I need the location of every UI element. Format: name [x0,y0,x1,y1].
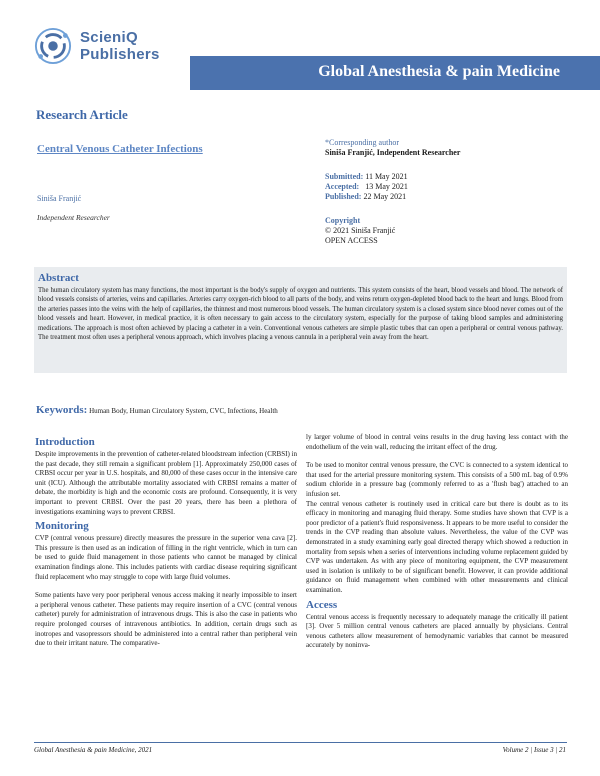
article-type: Research Article [36,107,128,122]
monitoring-heading: Monitoring [35,520,89,533]
journal-banner [190,56,600,90]
publisher-name-line2: Publishers [80,46,160,63]
keywords-heading: Keywords: [36,404,88,416]
access-heading: Access [306,598,338,611]
continued-paragraph: ly larger volume of blood in central veins results in the drug having less contact with the endothelium of the vein wall, reducing the irritant effect of the drug. [306,433,568,451]
published-value: 22 May 2021 [363,192,407,201]
monitoring-paragraph-2: Some patients have very poor peripheral venous access making it nearly impossible to insert a peripheral venous catheter. These patients may require insertion of a CVC (central venous catheter) purely for administration of intravenous drugs. This is also the case in patients who require prolonged courses of intravenous antibiotics. In addition, certain drugs such as inotropes and vasopressors should be administered into a central rather than peripheral vein due to their irritant nature. The comparative- [35,591,297,648]
author-name: Siniša Franjić [37,194,82,203]
cvp-system-paragraph: To be used to monitor central venous pressure, the CVC is connected to a system identical to that used for the arterial pressure monitoring system. This consists of a 500 mL bag of 0.9% sodium chloride in a pressure bag (commonly referred to as a 'flush bag') attached to an infusion set. [306,461,568,498]
keywords-text: Human Body, Human Circulatory System, CVC, Infections, Health [89,407,278,415]
right-column [306,433,568,651]
accepted-label: Accepted: [325,182,360,191]
access-text: Central venous access is frequently necessary to adequately manage the critically ill patient [3]. Over 5 million central venous catheters are placed annually by physicians. Central venous catheters allow measurement of hemodynamic variables that cannot be measured accurately by noninva- [306,612,568,650]
copyright-label: Copyright [325,216,361,225]
left-column [35,436,297,649]
published-label: Published: [325,192,362,201]
author-affiliation: Independent Researcher [37,213,110,222]
accepted-value: 13 May 2021 [365,182,408,191]
corresponding-author-name: Siniša Franjić, Independent Researcher [325,148,461,157]
publisher-name-line1: ScieniQ [80,29,138,46]
introduction-text: Despite improvements in the prevention of catheter-related bloodstream infection (CRBSI) in the past decade, they still remain a significant problem [1]. Approximately 250,000 cases of CRBSI occur per year in U.S. hospitals, and 80,000 of these cases occur in the intensive care unit (ICU). Although the attributable mortality associated with CRBSI remains a matter of debate, the morbidity is high and the economic costs are profound. Consequently, it is very important to prevent CRBSI. Over the past 20 years, there has been a plethora of investigations examining ways to prevent CRBSI. [35,450,297,516]
article-info-panel [325,138,460,246]
abstract-text: The human circulatory system has many functions, the most important is the body's supply of oxygen and nutrients. This system consists of the heart, blood vessels and blood. The network of blood vessels consists of arteries, veins and capillaries. Arteries carry oxygen-rich blood to all parts of the body, and veins return oxygen-depleted blood back to the heart and lungs. Blood from the arteries passes into the veins with the help of capillaries, the thinnest and most numerous blood vessels. The human circulatory system is a closed system since blood never comes out of the blood vessels and heart. However, in medical practice, it is often necessary to gain access to the circulatory system, especially for the purpose of taking blood samples and administering medications. The approach is most often achieved by placing a catheter in a vein. Conventional venous catheters are simple plastic tubes that can open a peripheral or central venous pathway. The treatment most often uses a peripheral venous approach, which involves placing a venous cannula in a peripheral vein away from the heart. [38,287,563,342]
accepted-date [325,182,460,192]
publisher-name [80,29,160,63]
footer-citation: Global Anesthesia & pain Medicine, 2021 [34,746,153,754]
submitted-date [325,172,460,182]
publisher-logo [34,24,174,88]
abstract-heading: Abstract [38,272,79,284]
publisher-logo-icon [34,27,72,65]
corresponding-author-label: *Corresponding author [325,138,399,147]
introduction-heading: Introduction [35,436,95,448]
open-access-label: OPEN ACCESS [325,236,378,245]
abstract-box [34,267,567,373]
keywords [36,404,278,416]
submitted-label: Submitted: [325,172,364,181]
cvp-efficacy-paragraph: The central venous catheter is routinely used in critical care but there is doubt as to its efficacy in monitoring and managing fluid therapy. Some studies have shown that CVP is a poor predictor of a patient's fluid responsiveness. It appears to be more useful to consider the trends in the CVP reading than absolute values. Nevertheless, the value of the CVP was demonstrated in a study examining early goal directed therapy which showed a reduction in mortality from sepsis when a series of interventions including volume replacement guided by CVP was undertaken. As with any piece of monitoring equipment, the CVP measurement used in isolation is unlikely to be of significant benefit. However, it can provide additional guidance on fluid management when combined with other measurements and clinical examination. [306,499,568,594]
submitted-value: 11 May 2021 [365,172,408,181]
article-title[interactable]: Central Venous Catheter Infections [37,143,203,155]
published-date [325,192,460,202]
copyright-text: © 2021 Siniša Franjić [325,226,396,235]
footer-divider [34,742,567,743]
journal-title: Global Anesthesia & pain Medicine [318,63,560,80]
monitoring-paragraph-1: CVP (central venous pressure) directly measures the pressure in the superior vena cava [2]. This pressure is then used as an indication of filling in the right ventricle, which in turn can be used to guide fluid management in those patients who cannot be managed by clinical examination findings alone. This includes patients with cardiac disease requiring significant fluid replacement who may struggle to cope with large fluid volumes. [35,534,297,581]
footer-volume-issue: Volume 2 | Issue 3 | 21 [502,746,566,754]
